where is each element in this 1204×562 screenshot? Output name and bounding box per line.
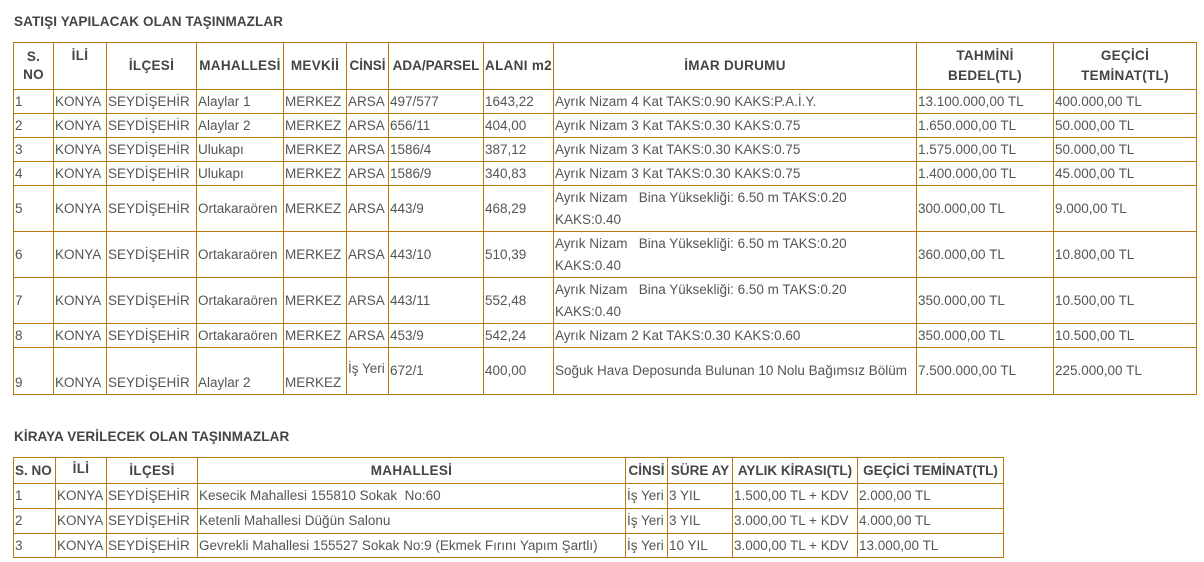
header-teminat: GEÇİCİ TEMİNAT(TL) [1054, 43, 1197, 90]
cell-mahalle: Alaylar 1 [197, 90, 284, 114]
cell-mahalle: Ortakaraören [197, 232, 284, 278]
header-mahalle: MAHALLESİ [198, 458, 626, 484]
cell-no: 5 [14, 186, 54, 232]
cell-il: KONYA [56, 534, 107, 558]
header-sure: SÜRE AY [668, 458, 733, 484]
cell-ada-parsel: 443/10 [389, 232, 484, 278]
cell-imar: Ayrık Nizam Bina Yüksekliği: 6.50 m TAKS:0.20 KAKS:0.40 [554, 232, 917, 278]
cell-imar: Ayrık Nizam 4 Kat TAKS:0.90 KAKS:P.A.İ.Y. [554, 90, 917, 114]
cell-mevki: MERKEZ [284, 186, 347, 232]
table-header-row [14, 43, 1197, 90]
cell-il: KONYA [54, 186, 107, 232]
cell-cins: ARSA [347, 186, 389, 232]
cell-mevki: MERKEZ [284, 278, 347, 324]
cell-mevki: MERKEZ [284, 90, 347, 114]
cell-ilce: SEYDİŞEHİR [107, 348, 197, 395]
cell-imar: Ayrık Nizam 3 Kat TAKS:0.30 KAKS:0.75 [554, 114, 917, 138]
cell-cins: ARSA [347, 278, 389, 324]
cell-mahalle: Ulukapı [197, 162, 284, 186]
sale-section-title: SATIŞI YAPILACAK OLAN TAŞINMAZLAR [14, 14, 284, 29]
header-cins: CİNSİ [626, 458, 668, 484]
cell-no: 2 [14, 509, 56, 534]
cell-ilce: SEYDİŞEHİR [107, 90, 197, 114]
cell-no: 4 [14, 162, 54, 186]
cell-kira: 3.000,00 TL + KDV [733, 534, 858, 558]
header-bedel: TAHMİNİ BEDEL(TL) [917, 43, 1054, 90]
cell-no: 9 [14, 348, 54, 395]
cell-bedel: 13.100.000,00 TL [917, 90, 1054, 114]
cell-ada-parsel: 672/1 [389, 348, 484, 395]
cell-mahalle: Kesecik Mahallesi 155810 Sokak No:60 [198, 484, 626, 509]
cell-imar: Ayrık Nizam 3 Kat TAKS:0.30 KAKS:0.75 [554, 162, 917, 186]
cell-il: KONYA [56, 484, 107, 509]
cell-ilce: SEYDİŞEHİR [107, 278, 197, 324]
cell-kira: 3.000,00 TL + KDV [733, 509, 858, 534]
cell-no: 1 [14, 90, 54, 114]
cell-alan: 404,00 [484, 114, 554, 138]
cell-alan: 510,39 [484, 232, 554, 278]
cell-bedel: 1.650.000,00 TL [917, 114, 1054, 138]
cell-cins: ARSA [347, 114, 389, 138]
cell-ada-parsel: 1586/4 [389, 138, 484, 162]
cell-cins: İş Yeri [626, 534, 668, 558]
cell-ada-parsel: 443/9 [389, 186, 484, 232]
cell-kira: 1.500,00 TL + KDV [733, 484, 858, 509]
cell-il: KONYA [54, 278, 107, 324]
cell-il: KONYA [54, 138, 107, 162]
header-cins: CİNSİ [347, 43, 389, 90]
cell-imar: Ayrık Nizam 2 Kat TAKS:0.30 KAKS:0.60 [554, 324, 917, 348]
cell-mahalle: Ulukapı [197, 138, 284, 162]
cell-cins: İş Yeri [626, 509, 668, 534]
cell-mevki: MERKEZ [284, 324, 347, 348]
cell-teminat: 50.000,00 TL [1054, 138, 1197, 162]
cell-teminat: 225.000,00 TL [1054, 348, 1197, 395]
cell-teminat: 50.000,00 TL [1054, 114, 1197, 138]
header-sno: S. NO [14, 43, 54, 90]
sale-properties-table [13, 42, 1197, 395]
cell-mahalle: Gevrekli Mahallesi 155527 Sokak No:9 (Ekmek Fırını Yapım Şartlı) [198, 534, 626, 558]
table-row [14, 534, 1004, 558]
cell-mahalle: Ketenli Mahallesi Düğün Salonu [198, 509, 626, 534]
cell-teminat: 10.500,00 TL [1054, 324, 1197, 348]
cell-bedel: 1.575.000,00 TL [917, 138, 1054, 162]
cell-ilce: SEYDİŞEHİR [107, 186, 197, 232]
cell-mahalle: Ortakaraören [197, 186, 284, 232]
table-header-row [14, 458, 1004, 484]
cell-teminat: 10.500,00 TL [1054, 278, 1197, 324]
header-alan: ALANI m2 [484, 43, 554, 90]
cell-cins: ARSA [347, 232, 389, 278]
cell-mevki: MERKEZ [284, 348, 347, 395]
cell-bedel: 300.000,00 TL [917, 186, 1054, 232]
cell-teminat: 400.000,00 TL [1054, 90, 1197, 114]
cell-no: 6 [14, 232, 54, 278]
cell-ada-parsel: 453/9 [389, 324, 484, 348]
cell-alan: 542,24 [484, 324, 554, 348]
cell-bedel: 1.400.000,00 TL [917, 162, 1054, 186]
cell-alan: 552,48 [484, 278, 554, 324]
header-mahalle: MAHALLESİ [197, 43, 284, 90]
header-imar: İMAR DURUMU [554, 43, 917, 90]
cell-ilce: SEYDİŞEHİR [107, 162, 197, 186]
cell-alan: 1643,22 [484, 90, 554, 114]
cell-alan: 400,00 [484, 348, 554, 395]
header-il: İLİ [56, 458, 107, 484]
cell-mevki: MERKEZ [284, 138, 347, 162]
cell-no: 2 [14, 114, 54, 138]
cell-ilce: SEYDİŞEHİR [107, 232, 197, 278]
header-kira: AYLIK KİRASI(TL) [733, 458, 858, 484]
header-sno: S. NO [14, 458, 56, 484]
table-row [14, 324, 1197, 348]
table-row [14, 348, 1197, 395]
cell-imar: Ayrık Nizam Bina Yüksekliği: 6.50 m TAKS:0.20 KAKS:0.40 [554, 278, 917, 324]
cell-no: 7 [14, 278, 54, 324]
table-row [14, 278, 1197, 324]
cell-no: 8 [14, 324, 54, 348]
cell-il: KONYA [54, 232, 107, 278]
cell-sure: 3 YIL [668, 509, 733, 534]
table-row [14, 138, 1197, 162]
table-row [14, 114, 1197, 138]
table-row [14, 509, 1004, 534]
table-row [14, 484, 1004, 509]
cell-mevki: MERKEZ [284, 162, 347, 186]
cell-cins: ARSA [347, 138, 389, 162]
cell-imar: Ayrık Nizam 3 Kat TAKS:0.30 KAKS:0.75 [554, 138, 917, 162]
cell-ilce: SEYDİŞEHİR [107, 324, 197, 348]
header-ilce: İLÇESİ [107, 43, 197, 90]
cell-il: KONYA [54, 114, 107, 138]
header-il: İLİ [54, 43, 107, 90]
cell-sure: 10 YIL [668, 534, 733, 558]
header-ada-parsel: ADA/PARSEL [389, 43, 484, 90]
cell-ada-parsel: 443/11 [389, 278, 484, 324]
table-row [14, 162, 1197, 186]
cell-alan: 468,29 [484, 186, 554, 232]
cell-mevki: MERKEZ [284, 114, 347, 138]
table-row [14, 232, 1197, 278]
cell-imar: Ayrık Nizam Bina Yüksekliği: 6.50 m TAKS:0.20 KAKS:0.40 [554, 186, 917, 232]
cell-ada-parsel: 1586/9 [389, 162, 484, 186]
cell-cins: ARSA [347, 162, 389, 186]
cell-sure: 3 YIL [668, 484, 733, 509]
cell-mahalle: Ortakaraören [197, 324, 284, 348]
table-row [14, 90, 1197, 114]
cell-ada-parsel: 497/577 [389, 90, 484, 114]
cell-teminat: 13.000,00 TL [858, 534, 1004, 558]
cell-teminat: 2.000,00 TL [858, 484, 1004, 509]
cell-ilce: SEYDİŞEHİR [107, 138, 197, 162]
header-ilce: İLÇESİ [107, 458, 198, 484]
cell-il: KONYA [54, 348, 107, 395]
cell-ilce: SEYDİŞEHİR [107, 534, 198, 558]
rent-section-title: KİRAYA VERİLECEK OLAN TAŞINMAZLAR [14, 429, 290, 444]
cell-teminat: 4.000,00 TL [858, 509, 1004, 534]
cell-imar: Soğuk Hava Deposunda Bulunan 10 Nolu Bağımsız Bölüm [554, 348, 917, 395]
cell-ada-parsel: 656/11 [389, 114, 484, 138]
rental-properties-table [13, 457, 1004, 558]
cell-mevki: MERKEZ [284, 232, 347, 278]
cell-il: KONYA [54, 90, 107, 114]
cell-il: KONYA [56, 509, 107, 534]
cell-no: 3 [14, 534, 56, 558]
header-mevki: MEVKİİ [284, 43, 347, 90]
header-teminat: GEÇİCİ TEMİNAT(TL) [858, 458, 1004, 484]
cell-teminat: 10.800,00 TL [1054, 232, 1197, 278]
cell-bedel: 360.000,00 TL [917, 232, 1054, 278]
cell-no: 1 [14, 484, 56, 509]
cell-no: 3 [14, 138, 54, 162]
cell-cins: İş Yeri [626, 484, 668, 509]
cell-cins: İş Yeri [347, 348, 389, 395]
cell-ilce: SEYDİŞEHİR [107, 114, 197, 138]
cell-il: KONYA [54, 162, 107, 186]
cell-mahalle: Ortakaraören [197, 278, 284, 324]
cell-bedel: 350.000,00 TL [917, 324, 1054, 348]
cell-il: KONYA [54, 324, 107, 348]
cell-alan: 387,12 [484, 138, 554, 162]
cell-cins: ARSA [347, 90, 389, 114]
cell-teminat: 45.000,00 TL [1054, 162, 1197, 186]
cell-mahalle: Alaylar 2 [197, 348, 284, 395]
cell-bedel: 350.000,00 TL [917, 278, 1054, 324]
cell-bedel: 7.500.000,00 TL [917, 348, 1054, 395]
cell-cins: ARSA [347, 324, 389, 348]
cell-mahalle: Alaylar 2 [197, 114, 284, 138]
cell-ilce: SEYDİŞEHİR [107, 509, 198, 534]
cell-alan: 340,83 [484, 162, 554, 186]
cell-ilce: SEYDİŞEHİR [107, 484, 198, 509]
cell-teminat: 9.000,00 TL [1054, 186, 1197, 232]
table-row [14, 186, 1197, 232]
